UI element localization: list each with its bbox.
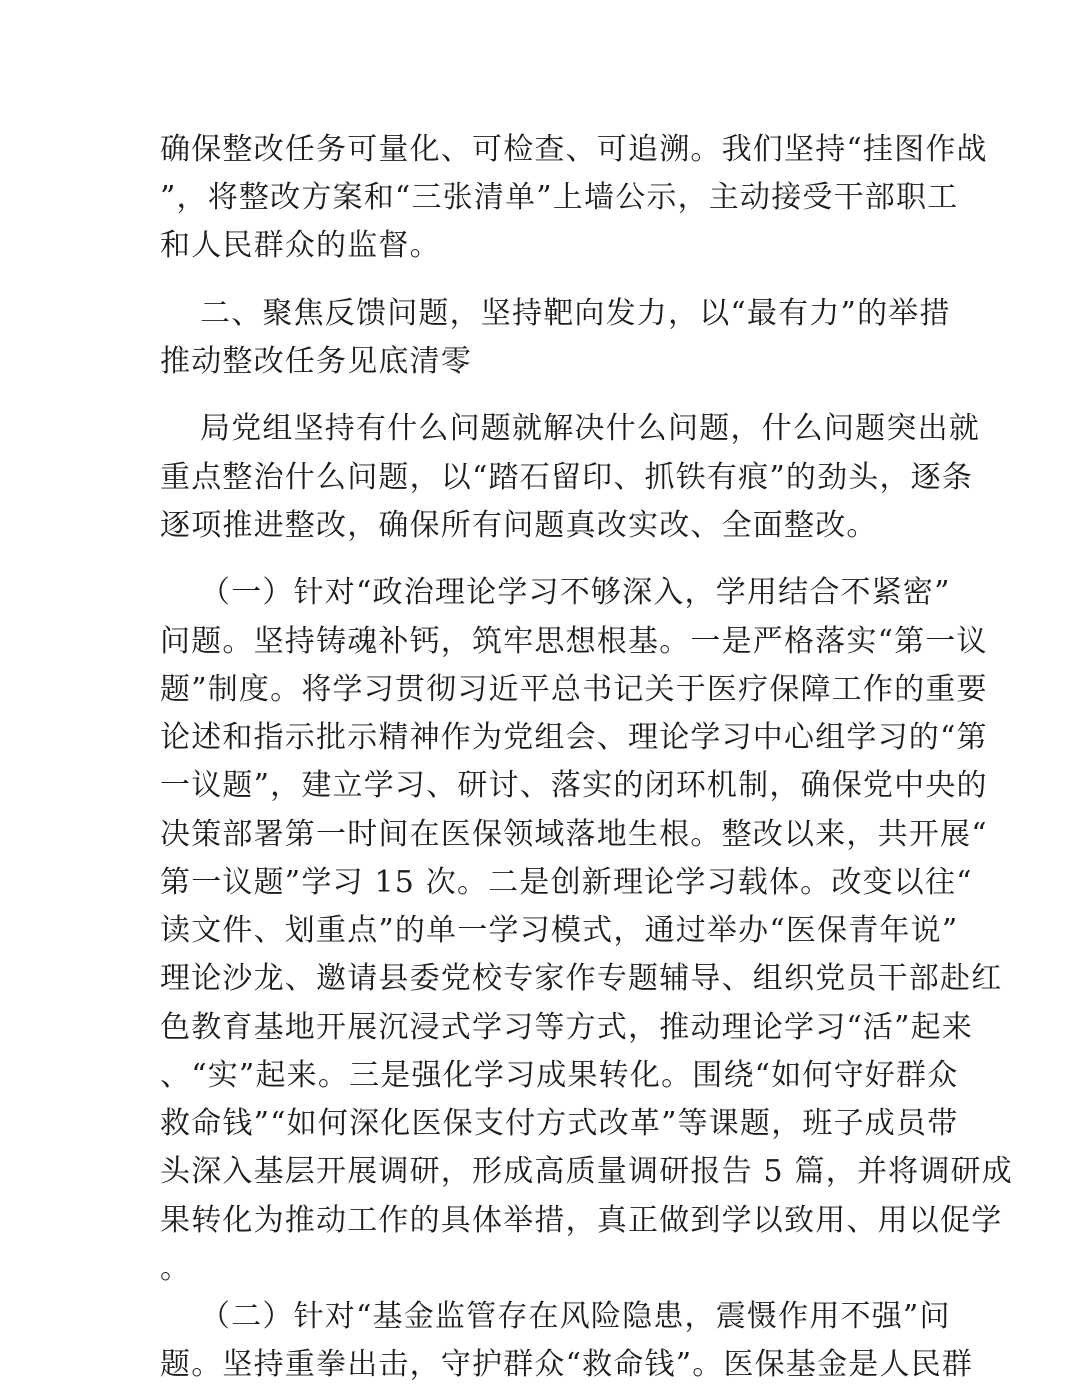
text-line: 确保整改任务可量化、可检查、可追溯。我们坚持“挂图作战 (160, 131, 988, 167)
text-line: （一）针对“政治理论学习不够深入，学用结合不紧密” (200, 575, 951, 611)
text-line: 逐项推进整改，确保所有问题真改实改、全面整改。 (160, 507, 878, 543)
text-line: 救命钱”“如何深化医保支付方式改革”等课题，班子成员带 (160, 1106, 959, 1142)
text-line: ”，将整改方案和“三张清单”上墙公示，主动接受干部职工 (160, 179, 959, 215)
text-line: 。 (160, 1250, 192, 1286)
text-line: 第一议题”学习 15 次。二是创新理论学习载体。改变以往“ (160, 864, 973, 900)
text-line: 题”制度。将学习贯彻习近平总书记关于医疗保障工作的重要 (160, 671, 988, 707)
text-line: 一议题”，建立学习、研讨、落实的闭环机制，确保党中央的 (160, 768, 988, 804)
text-line: 论述和指示批示精神作为党组会、理论学习中心组学习的“第 (160, 720, 988, 756)
text-line: 头深入基层开展调研，形成高质量调研报告 5 篇，并将调研成 (160, 1154, 1013, 1190)
section-heading: 二、聚焦反馈问题，坚持靶向发力，以“最有力”的举措 (200, 295, 951, 331)
text-line: 色教育基地开展沉浸式学习等方式，推动理论学习“活”起来 (160, 1009, 974, 1045)
text-line: （二）针对“基金监管存在风险隐患，震慑作用不强”问 (200, 1299, 951, 1335)
text-line: 题。坚持重拳出击，守护群众“救命钱”。医保基金是人民群 (160, 1347, 974, 1383)
text-line: 和人民群众的监督。 (160, 228, 441, 264)
section-heading: 推动整改任务见底清零 (160, 343, 472, 379)
text-line: 局党组坚持有什么问题就解决什么问题，什么问题突出就 (200, 411, 980, 447)
text-line: 果转化为推动工作的具体举措，真正做到学以致用、用以促学 (160, 1202, 1003, 1238)
text-line: 、“实”起来。三是强化学习成果转化。围绕“如何守好群众 (160, 1057, 959, 1093)
text-line: 重点整治什么问题，以“踏石留印、抓铁有痕”的劲头，逐条 (160, 459, 974, 495)
text-line: 决策部署第一时间在医保领域落地生根。整改以来，共开展“ (160, 816, 988, 852)
text-line: 问题。坚持铸魂补钙，筑牢思想根基。一是严格落实“第一议 (160, 623, 988, 659)
text-line: 理论沙龙、邀请县委党校专家作专题辅导、组织党员干部赴红 (160, 961, 1003, 997)
text-line: 读文件、划重点”的单一学习模式，通过举办“医保青年说” (160, 913, 959, 949)
